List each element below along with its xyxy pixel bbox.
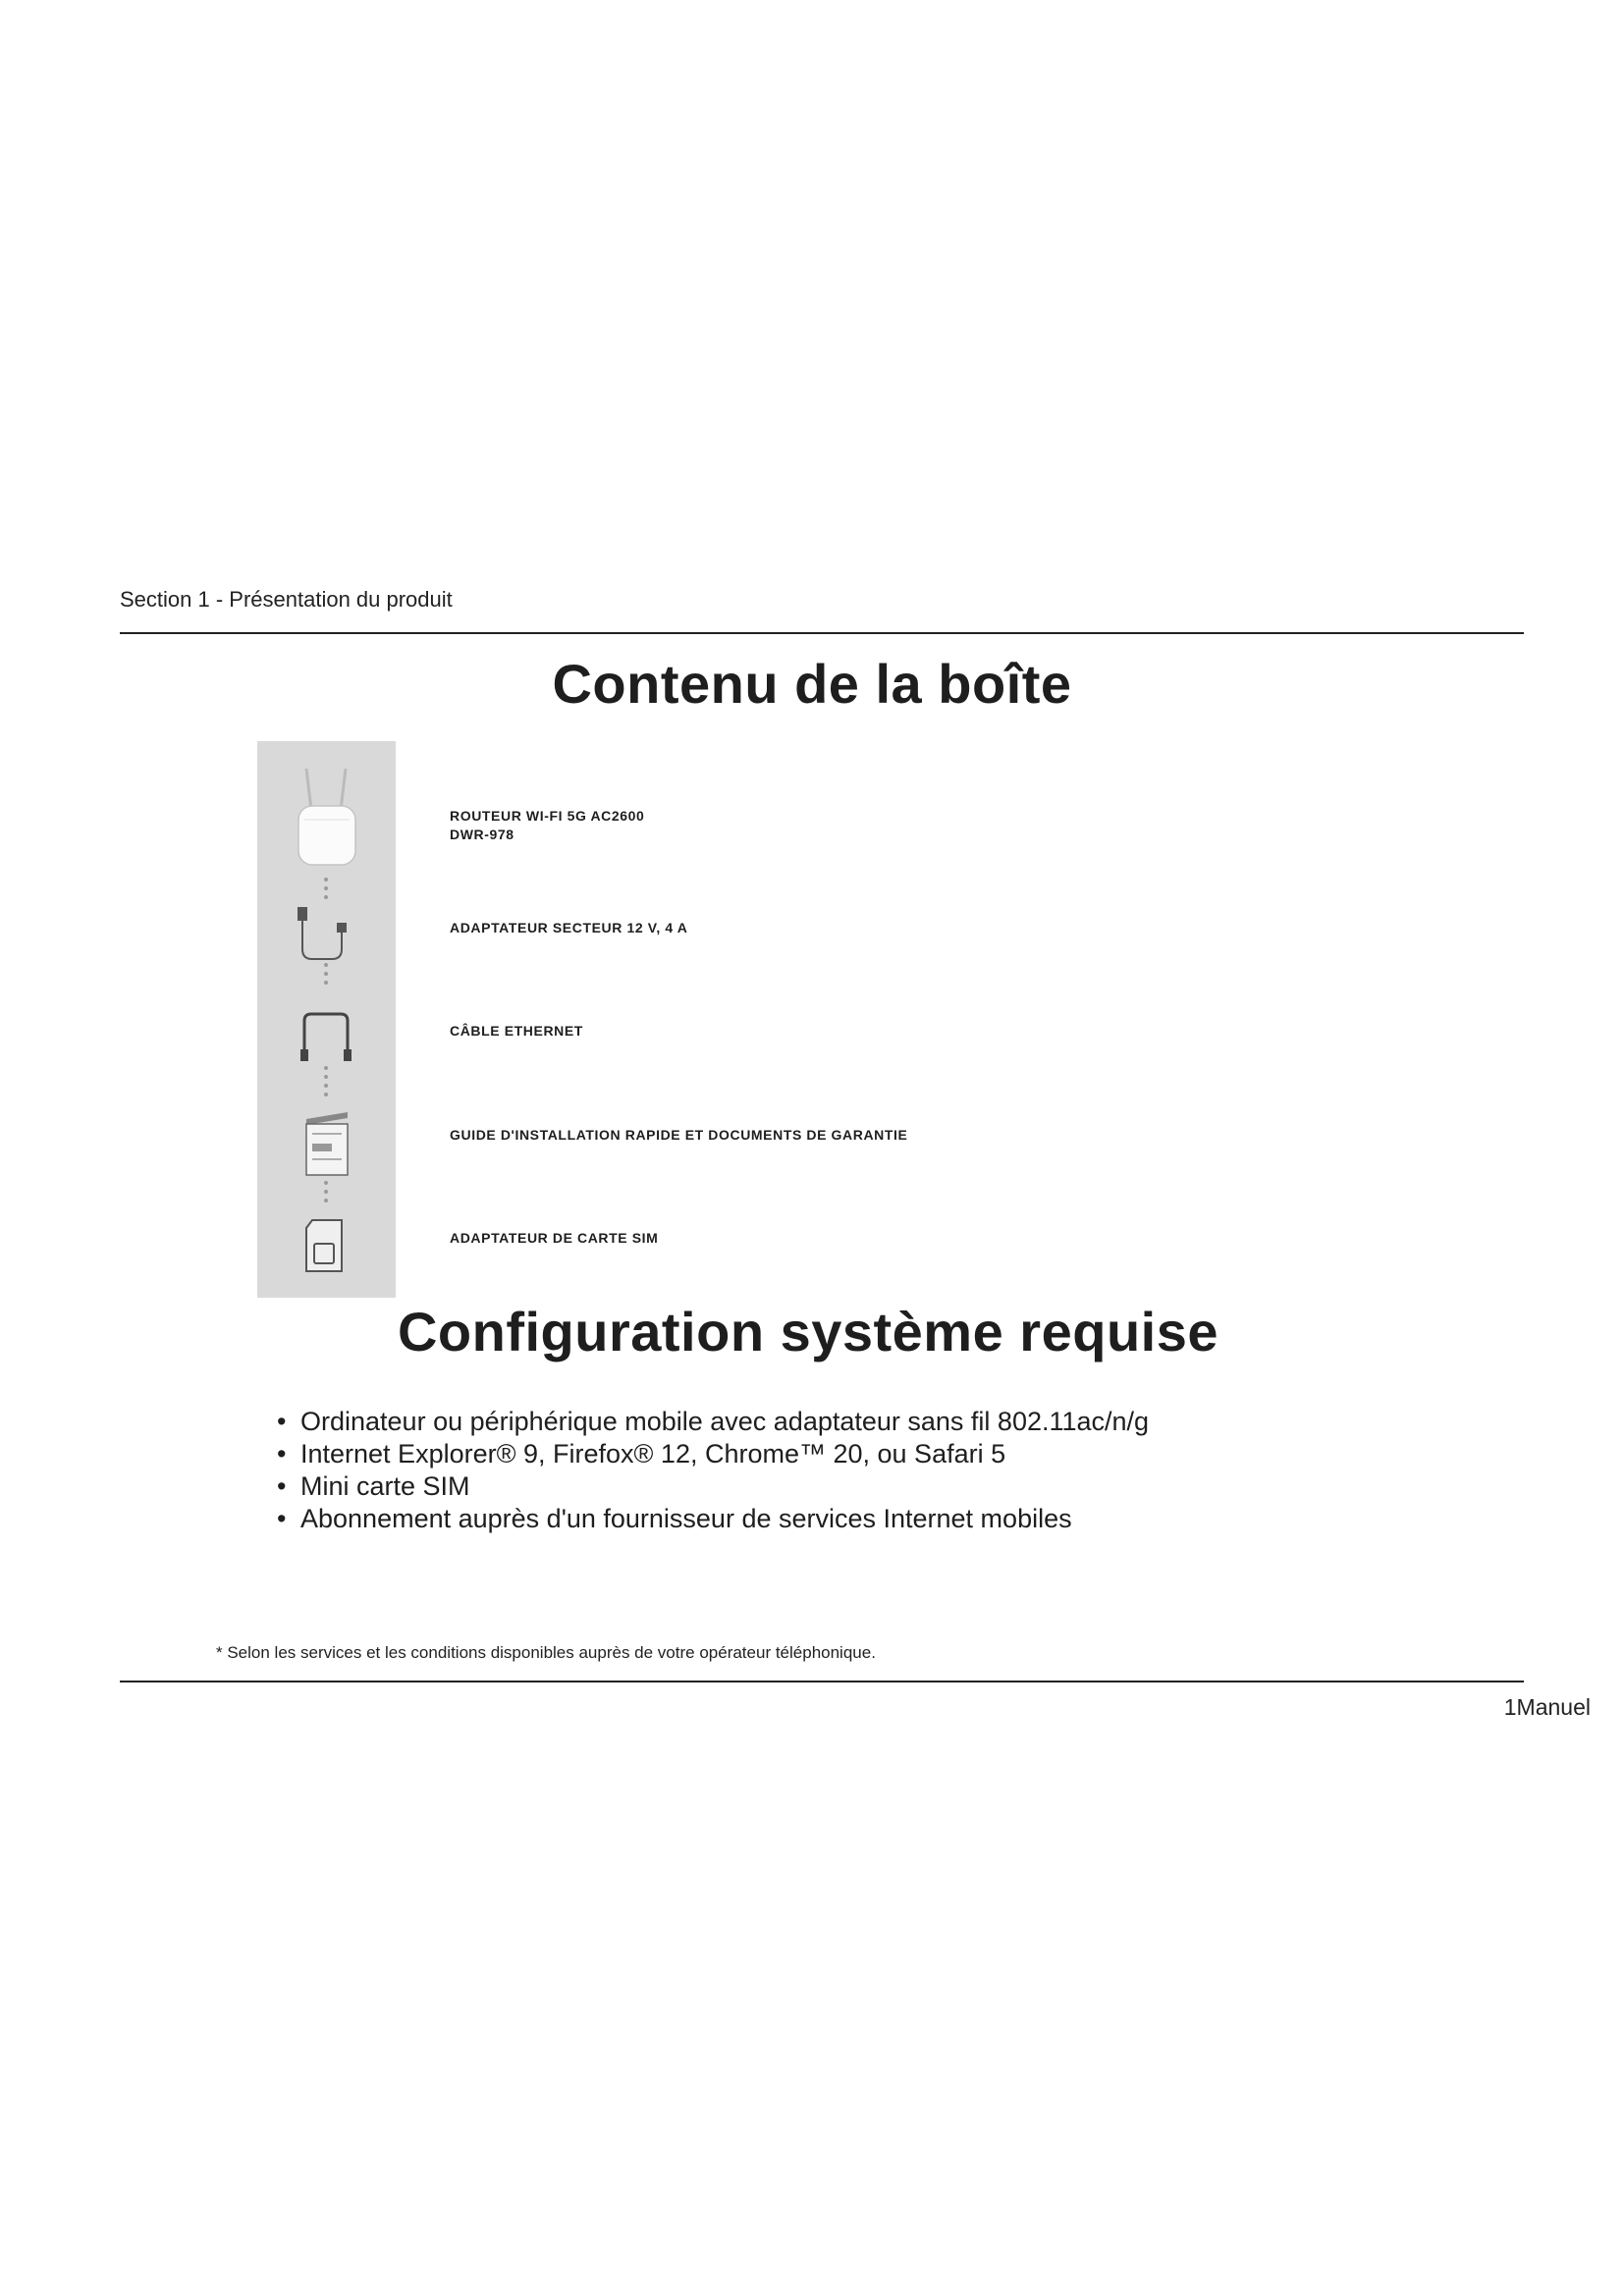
list-item: • Ordinateur ou périphérique mobile avec adaptateur sans fil 802.11ac/n/g	[277, 1406, 1149, 1438]
page-number: 1Manuel	[1503, 1694, 1591, 1720]
router-icon	[298, 769, 355, 865]
contents-item-guide: GUIDE D'INSTALLATION RAPIDE ET DOCUMENTS DE GARANTIE	[450, 1127, 908, 1143]
footnote: * Selon les services et les conditions disponibles auprès de votre opérateur téléphonique.	[216, 1643, 876, 1662]
sim-adapter-icon	[306, 1220, 342, 1271]
header-divider	[120, 632, 1524, 634]
package-contents-strip	[257, 741, 396, 1298]
ethernet-cable-icon	[300, 1014, 352, 1061]
list-item: • Internet Explorer® 9, Firefox® 12, Chrome™ 20, ou Safari 5	[277, 1438, 1149, 1470]
list-item: • Abonnement auprès d'un fournisseur de services Internet mobiles	[277, 1503, 1149, 1535]
list-item: • Mini carte SIM	[277, 1470, 1149, 1503]
contents-item-power-adapter: ADAPTATEUR SECTEUR 12 V, 4 A	[450, 920, 688, 935]
contents-title: Contenu de la boîte	[552, 653, 1072, 715]
requirements-title: Configuration système requise	[397, 1301, 1218, 1362]
contents-item-ethernet-cable: CÂBLE ETHERNET	[450, 1023, 583, 1039]
requirements-list	[277, 1406, 1149, 1535]
item-model: DWR-978	[450, 827, 514, 842]
contents-item-router	[450, 807, 644, 844]
item-name: ROUTEUR WI-FI 5G AC2600	[450, 808, 645, 824]
power-adapter-icon	[298, 908, 346, 959]
document-icon	[306, 1112, 348, 1175]
footer-divider	[120, 1681, 1524, 1682]
section-header: Section 1 - Présentation du produit	[120, 587, 453, 612]
contents-item-sim-adapter: ADAPTATEUR DE CARTE SIM	[450, 1230, 659, 1246]
